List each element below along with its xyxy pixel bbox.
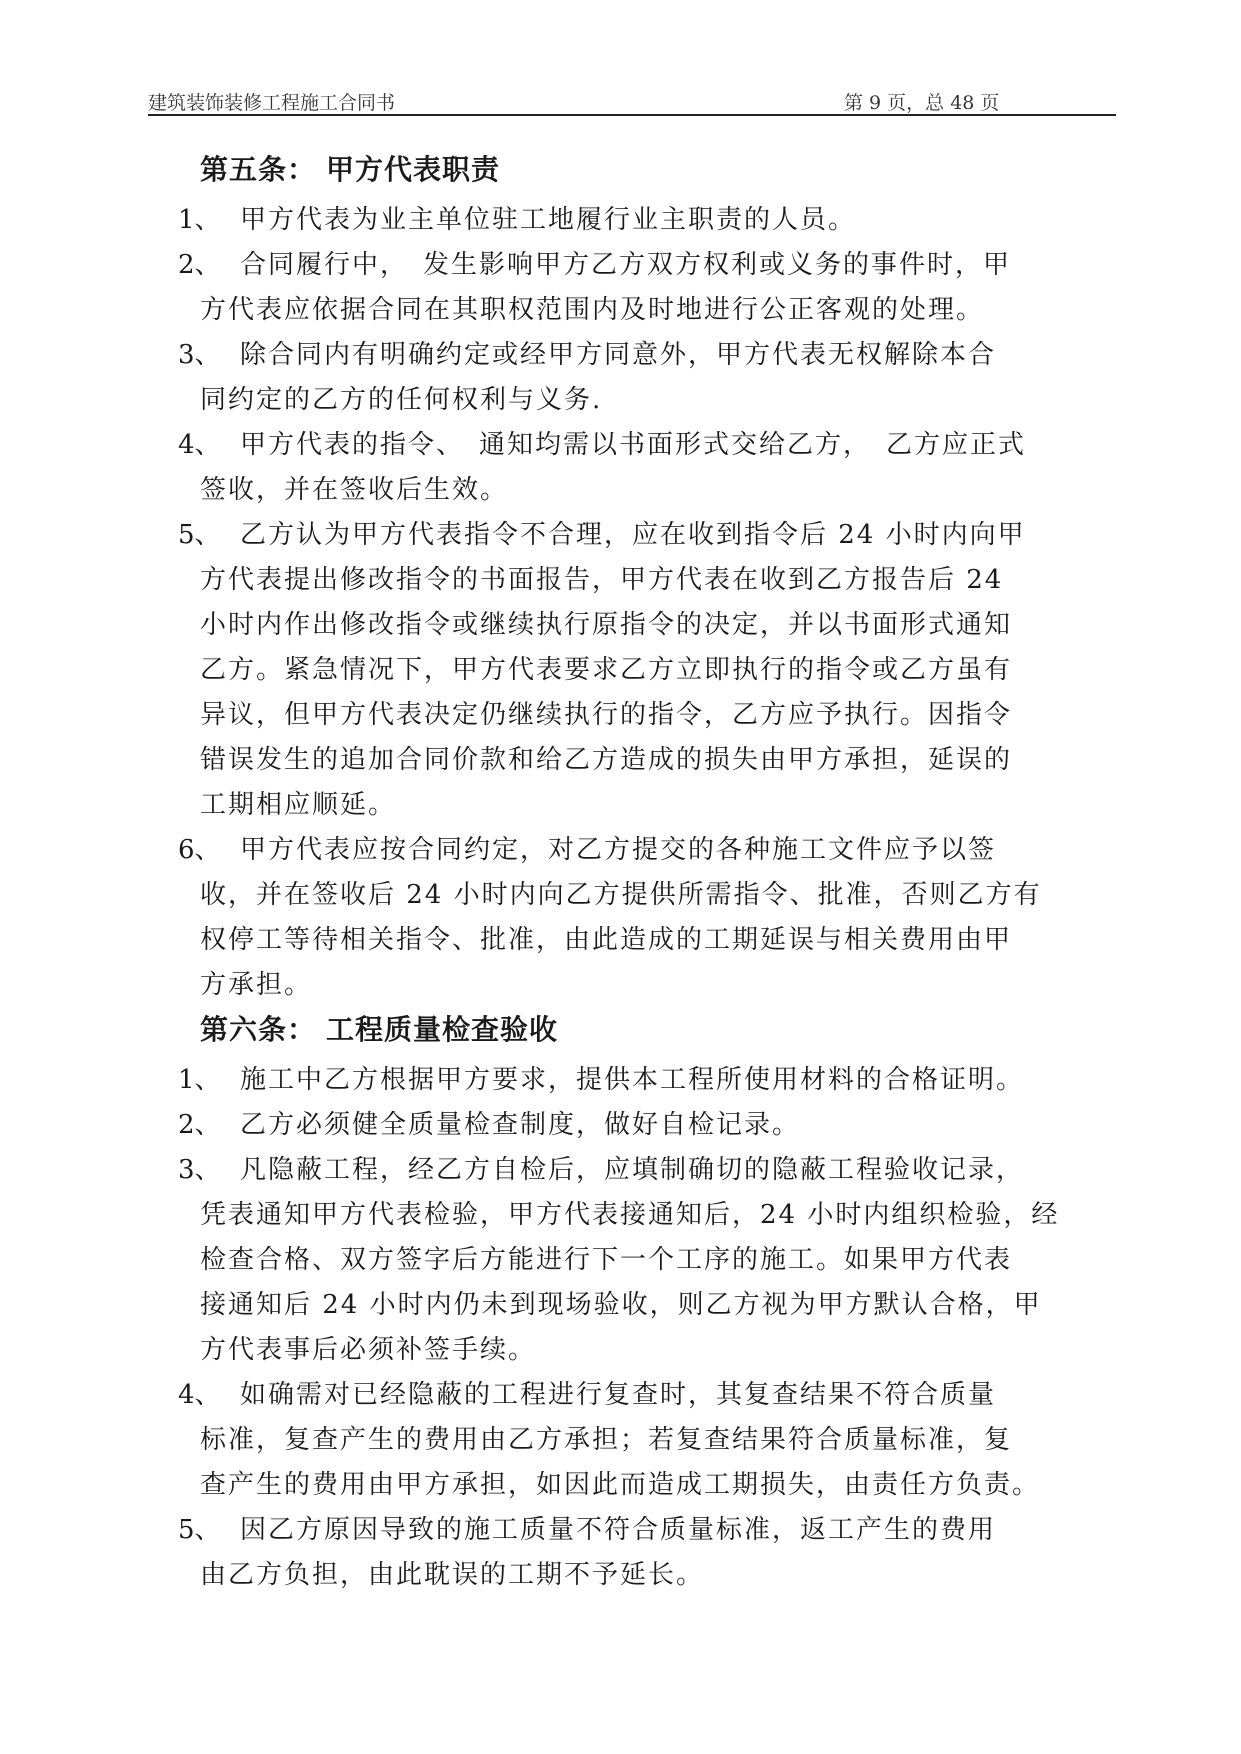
clause-text: 权停工等待相关指令、批准，由此造成的工期延误与相关费用由甲: [200, 925, 1013, 955]
clause-text: 凭表通知甲方代表检验，甲方代表接通知后，24 小时内组织检验，经: [200, 1200, 1060, 1230]
clause-text: 甲方代表的指令、 通知均需以书面形式交给乙方， 乙方应正式: [240, 430, 1027, 460]
clause-number: 4、: [178, 430, 221, 460]
clause-text: 同约定的乙方的任何权利与义务.: [200, 385, 603, 415]
clause-text: 施工中乙方根据甲方要求，提供本工程所使用材料的合格证明。: [240, 1065, 1025, 1095]
clause: [116, 1373, 1116, 1508]
clause-text: 错误发生的追加合同价款和给乙方造成的损失由甲方承担，延误的: [200, 745, 1013, 775]
article-5: [178, 152, 1116, 1008]
clause: [116, 1103, 1116, 1148]
clause-text: 甲方代表应按合同约定，对乙方提交的各种施工文件应予以签: [240, 835, 997, 865]
page-header: [148, 86, 1116, 116]
clause-text: 方代表事后必须补签手续。: [200, 1335, 537, 1365]
clause-number: 4、: [178, 1380, 221, 1410]
clause-text: 乙方。紧急情况下，甲方代表要求乙方立即执行的指令或乙方虽有: [200, 655, 1013, 685]
clause-text: 乙方必须健全质量检查制度，做好自检记录。: [240, 1110, 801, 1140]
clause-text: 标准，复查产生的费用由乙方承担；若复查结果符合质量标准，复: [200, 1425, 1013, 1455]
clause-text: 因乙方原因导致的施工质量不符合质量标准，返工产生的费用: [240, 1515, 997, 1545]
clause-text: 检查合格、双方签字后方能进行下一个工序的施工。如果甲方代表: [200, 1245, 1013, 1275]
clause-text: 如确需对已经隐蔽的工程进行复查时，其复查结果不符合质量: [240, 1380, 997, 1410]
article-heading: [200, 152, 1116, 188]
article-number: 第五条：: [200, 153, 317, 186]
clause-text: 异议，但甲方代表决定仍继续执行的指令，乙方应予执行。因指令: [200, 700, 1013, 730]
clause-text: 方代表提出修改指令的书面报告，甲方代表在收到乙方报告后 24: [200, 565, 1004, 595]
clause-number: 2、: [178, 250, 221, 280]
clause-number: 1、: [178, 1065, 221, 1095]
clause-number: 5、: [178, 520, 221, 550]
document-body: [178, 152, 1116, 1598]
clause-number: 1、: [178, 205, 221, 235]
clause-text: 方承担。: [200, 970, 313, 1000]
article-heading: [200, 1012, 1116, 1048]
clause-text: 小时内作出修改指令或继续执行原指令的决定，并以书面形式通知: [200, 610, 1013, 640]
document-title: 建筑装饰装修工程施工合同书: [148, 92, 396, 114]
clause-text: 由乙方负担，由此耽误的工期不予延长。: [200, 1560, 705, 1590]
clause: [116, 333, 1116, 423]
clause-text: 收，并在签收后 24 小时内向乙方提供所需指令、批准，否则乙方有: [200, 880, 1042, 910]
clause-text: 凡隐蔽工程，经乙方自检后，应填制确切的隐蔽工程验收记录，: [240, 1155, 1025, 1185]
clause-text: 接通知后 24 小时内仍未到现场验收，则乙方视为甲方默认合格，甲: [200, 1290, 1042, 1320]
clause-number: 6、: [178, 835, 221, 865]
clause: [116, 513, 1116, 828]
clause-text: 签收，并在签收后生效。: [200, 475, 509, 505]
page-number: 第 9 页，总 48 页: [844, 92, 1000, 114]
clause: [116, 1508, 1116, 1598]
article-6: [178, 1012, 1116, 1598]
clause: [116, 198, 1116, 243]
clause: [116, 1148, 1116, 1373]
clause-number: 3、: [178, 1155, 221, 1185]
clause-text: 查产生的费用由甲方承担，如因此而造成工期损失，由责任方负责。: [200, 1470, 1041, 1500]
article-number: 第六条：: [200, 1013, 317, 1046]
clause: [116, 828, 1116, 1008]
clause: [116, 1058, 1116, 1103]
clause-number: 5、: [178, 1515, 221, 1545]
article-title: 甲方代表职责: [326, 153, 501, 186]
clause-text: 合同履行中， 发生影响甲方乙方双方权利或义务的事件时，甲: [240, 250, 1012, 280]
clause-number: 3、: [178, 340, 221, 370]
clause-text: 甲方代表为业主单位驻工地履行业主职责的人员。: [240, 205, 857, 235]
clause-text: 除合同内有明确约定或经甲方同意外，甲方代表无权解除本合: [240, 340, 997, 370]
clause: [116, 423, 1116, 513]
clause-text: 乙方认为甲方代表指令不合理，应在收到指令后 24 小时内向甲: [240, 520, 1026, 550]
article-title: 工程质量检查验收: [326, 1013, 559, 1046]
clause-text: 方代表应依据合同在其职权范围内及时地进行公正客观的处理。: [200, 295, 985, 325]
clause-text: 工期相应顺延。: [200, 790, 397, 820]
clause-number: 2、: [178, 1110, 221, 1140]
clause: [116, 243, 1116, 333]
